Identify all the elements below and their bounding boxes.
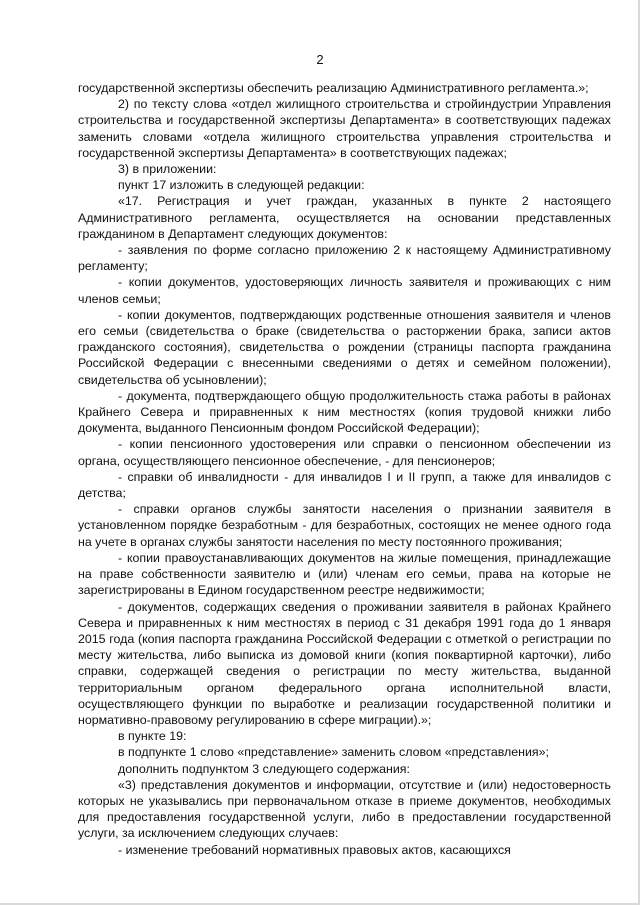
page-number: 2 <box>316 52 324 67</box>
document-body <box>78 80 611 858</box>
list-item-residence-documents: - документов, содержащих сведения о проживании заявителя в районах Крайнего Севера и приравненных к ним местностях в период с 31 декабря 1991 года до 1 января 2015 года (копия паспорта гражданина Российской Федерации с отметкой о регистрации по месту жительства, либо выписка из домовой книги (копия поквартирной карточки), либо справки, содержащей сведения о регистрации по месту жительства, выданной территориальным органом федерального органа исполнительной власти, осуществляющего функции по выработке и реализации государственной политики и нормативно-правовому регулированию в сфере миграции).»; <box>78 599 611 727</box>
list-item-pension-certificate: - копии пенсионного удостоверения или справки о пенсионном обеспечении из органа, осуществляющего пенсионное обеспечение, - для пенсионеров; <box>78 437 611 468</box>
list-item-requirements-change: - изменение требований нормативных правовых актов, касающихся <box>118 842 511 857</box>
paragraph-point-19-intro: в пункте 19: <box>118 729 187 744</box>
list-item-disability-certificate: - справки об инвалидности - для инвалидов I и II групп, а также для инвалидов с детства; <box>78 469 611 501</box>
list-item-unemployment-certificate: - справки органов службы занятости населения о признании заявителя в установленном порядке безработным - для безработных, состоящих не менее одного года на учете в органах службы занятости населения по месту постоянного проживания; <box>78 502 611 549</box>
paragraph-subpoint-1: в подпункте 1 слово «представление» заменить словом «представления»; <box>118 745 549 760</box>
list-item-identity-documents: - копии документов, удостоверяющих личность заявителя и проживающих с ним членов семьи; <box>78 275 611 306</box>
paragraph-point-17: «17. Регистрация и учет граждан, указанных в пункте 2 настоящего Административного регламента, осуществляется на основании представленных гражданином в Департамент следующих документов: <box>78 194 611 241</box>
list-item-property-documents: - копии правоустанавливающих документов на жилые помещения, принадлежащие на праве собственности заявителю и (или) членам его семьи, права на которые не зарегистрированы в Едином государственном реестре недвижимости; <box>78 550 611 598</box>
paragraph-point-17-intro: пункт 17 изложить в следующей редакции: <box>118 178 365 193</box>
list-item-kinship-documents: - копии документов, подтверждающих родственные отношения заявителя и членов его семьи (свидетельства о браке (свидетельства о расторжении брака, записи актов гражданского состояния), свидетельства о рождении (страницы паспорта гражданина Российской Федерации с внесенными сведениями о детях и семейном положении), свидетельства об усыновлении); <box>78 307 611 387</box>
paragraph-item-2: 2) по тексту слова «отдел жилищного строительства и стройиндустрии Управления строительства и государственной экспертизы Департамента» в соответствующих падежах заменить словами «отдела жилищного строительства управления строительства и государственной экспертизы Департамента» в соответствующих падежах; <box>78 97 611 160</box>
paragraph-item-3: 3) в приложении: <box>118 162 217 177</box>
list-item-work-experience-document: - документа, подтверждающего общую продолжительность стажа работы в районах Крайнего Севера и приравненных к ним местностях (копия трудовой книжки либо документа, выданного Пенсионным фондом Российской Федерации); <box>78 388 611 436</box>
paragraph-add-subpoint-3: дополнить подпунктом 3 следующего содержания: <box>118 761 410 776</box>
list-item-application-form: - заявления по форме согласно приложению 2 к настоящему Административному регламенту; <box>78 243 611 274</box>
paragraph-continuation: государственной экспертизы обеспечить реализацию Административного регламента.»; <box>78 81 589 95</box>
paragraph-subpoint-3: «3) представления документов и информации, отсутствие и (или) недостоверность которых не указывались при первоначальном отказе в приеме документов, необходимых для предоставления государственной услуги, либо в предоставлении государственной услуги, за исключением следующих случаев: <box>78 777 611 841</box>
